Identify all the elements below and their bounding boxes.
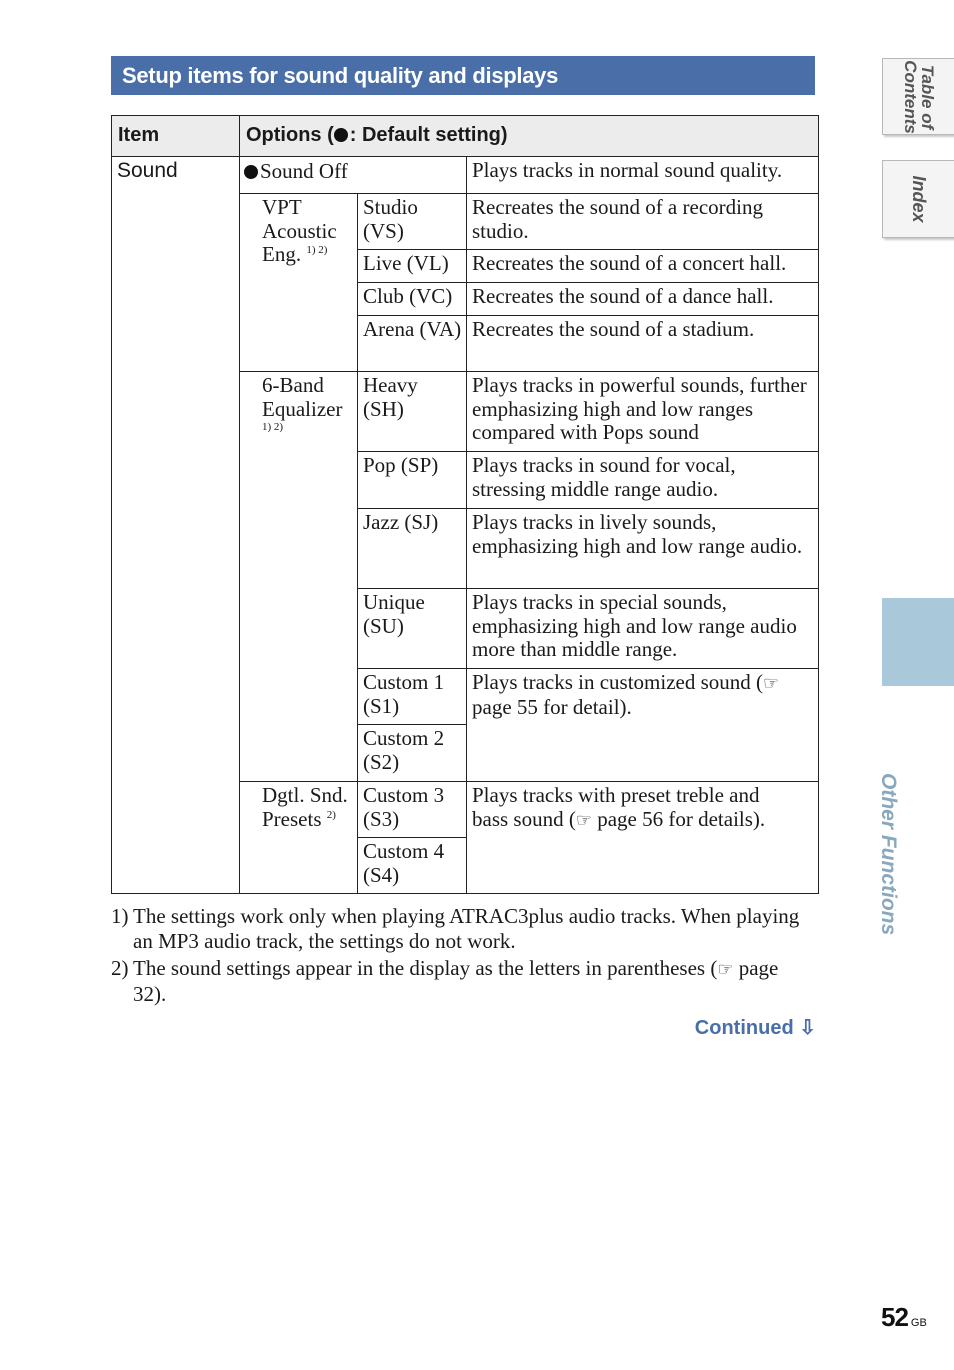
option-label: Pop (SP) (358, 452, 467, 509)
footnote-text: page 32). (133, 956, 779, 1006)
default-bullet-icon (244, 165, 258, 179)
group-name-line: 6-Band (262, 373, 324, 397)
option-description: Recreates the sound of a concert hall. (467, 250, 819, 283)
default-option (240, 157, 467, 194)
custom-description-text: page 55 for detail). (472, 694, 632, 719)
option-description: Plays tracks in powerful sounds, further emphasizing high and low ranges compared with Pops sound (467, 372, 819, 452)
tab-label-line: Contents (900, 59, 920, 134)
group-footnote-ref: 1) 2) (306, 244, 328, 256)
default-bullet-icon (334, 128, 348, 142)
footnote-text: The settings work only when playing ATRAC3plus audio tracks. When playing an MP3 audio track, the settings do not work. (133, 904, 800, 953)
option-description (467, 669, 819, 782)
option-label: Club (VC) (358, 283, 467, 316)
item-sound: Sound (112, 157, 240, 894)
down-arrow-icon: ⇩ (799, 1017, 816, 1039)
option-description: Recreates the sound of a stadium. (467, 316, 819, 372)
settings-table (111, 115, 819, 894)
option-label: Arena (VA) (358, 316, 467, 372)
page-number-value: 52 (881, 1302, 908, 1332)
option-label: Custom 3 (S3) (358, 782, 467, 838)
tab-label-line: Table of (917, 64, 937, 129)
option-label: Custom 2 (S2) (358, 725, 467, 782)
option-description: Plays tracks in special sounds, emphasizing high and low range audio more than middle range. (467, 589, 819, 669)
group-footnote-ref: 2) (326, 808, 336, 821)
option-label: Unique (SU) (358, 589, 467, 669)
preset-description-text: bass sound ( (472, 806, 576, 831)
reference-hand-icon: ☞ (763, 673, 780, 694)
group-name-line: Acoustic (262, 218, 337, 243)
page-number (881, 1302, 927, 1333)
group-dgtl-snd-presets (240, 782, 358, 894)
header-options-prefix: Options ( (246, 124, 334, 147)
group-name-line: Presets (262, 806, 322, 831)
option-label: Studio (VS) (358, 194, 467, 250)
table-header-row (112, 116, 819, 157)
footnotes (111, 904, 811, 1009)
tab-index[interactable] (882, 160, 954, 238)
page-number-suffix: GB (910, 1317, 927, 1329)
preset-description-text: page 56 for details). (591, 806, 766, 831)
option-label: Live (VL) (358, 250, 467, 283)
group-name-line: VPT (262, 195, 302, 219)
option-label: Heavy (SH) (358, 372, 467, 452)
option-label: Custom 1 (S1) (358, 669, 467, 725)
group-name-line: Eng. (262, 242, 302, 266)
option-description: Plays tracks in lively sounds, emphasizing high and low range audio. (467, 509, 819, 589)
option-label: Jazz (SJ) (358, 509, 467, 589)
continued-indicator (695, 1015, 816, 1040)
footnote-text: The sound settings appear in the display as the letters in parentheses ( (133, 956, 718, 980)
default-option-label: Sound Off (260, 159, 348, 183)
tab-index-label: Index (908, 175, 929, 223)
custom-description-text: Plays tracks in customized sound ( (472, 670, 764, 694)
header-options (240, 116, 819, 157)
continued-label: Continued (694, 1017, 794, 1039)
group-6-band-equalizer (240, 372, 358, 782)
option-description: Recreates the sound of a dance hall. (467, 283, 819, 316)
footnote-1 (111, 904, 811, 954)
option-description: Plays tracks in normal sound quality. (467, 157, 819, 194)
group-vpt (240, 194, 358, 372)
tab-table-of-contents-label (902, 60, 936, 134)
footnote-number: 1) (111, 904, 129, 928)
reference-hand-icon: ☞ (575, 809, 592, 831)
section-marker (882, 598, 954, 686)
group-footnote-ref: 1) 2) (262, 421, 284, 433)
option-description: Recreates the sound of a recording studio. (467, 194, 819, 250)
header-item: Item (112, 116, 240, 157)
section-label: Other Functions (877, 773, 900, 936)
footnote-number: 2) (111, 956, 129, 980)
option-label: Custom 4 (S4) (358, 838, 467, 894)
tab-table-of-contents[interactable] (882, 58, 954, 135)
option-description (467, 782, 819, 894)
footnote-2 (111, 956, 811, 1007)
header-options-suffix: : Default setting) (349, 124, 508, 147)
table-row (112, 157, 819, 194)
group-name-line: Dgtl. Snd. (262, 783, 348, 807)
preset-description-text: Plays tracks with preset treble and (472, 783, 760, 807)
section-title: Setup items for sound quality and displays (111, 56, 815, 95)
option-description: Plays tracks in sound for vocal, stressing middle range audio. (467, 452, 819, 509)
group-name-line: Equalizer (262, 396, 343, 421)
reference-hand-icon: ☞ (717, 959, 734, 980)
